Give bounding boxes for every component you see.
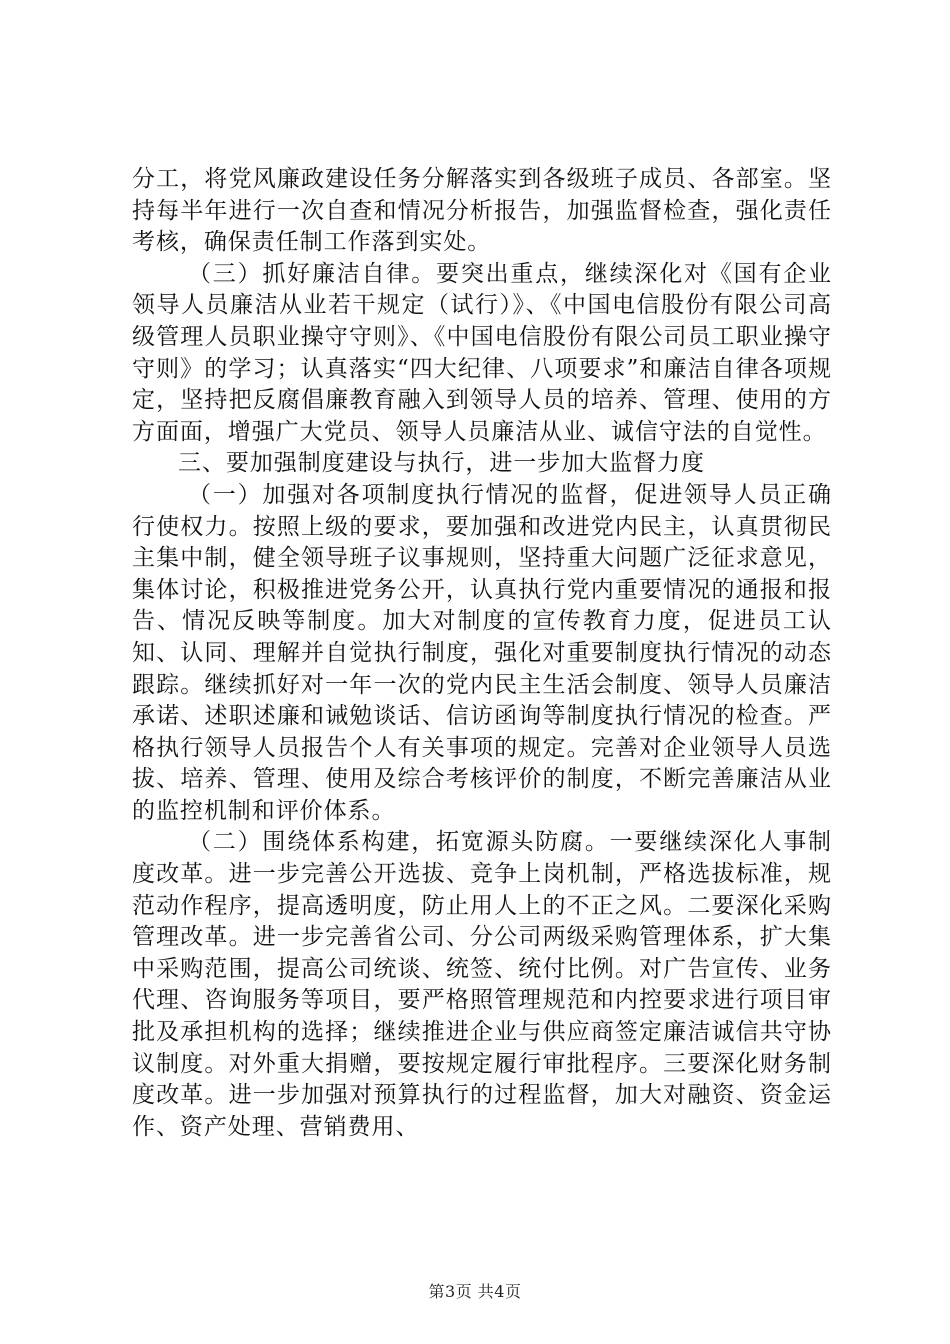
page-footer: 第3页 共4页 <box>428 1282 522 1301</box>
paragraph-responsibility-continued: 分工，将党风廉政建设任务分解落实到各级班子成员、各部室。坚持每半年进行一次自查和情况分析报告，加强监督检查，强化责任考核，确保责任制工作落到实处。 <box>132 166 832 256</box>
paragraph-source-prevention: （二）围绕体系构建，拓宽源头防腐。一要继续深化人事制度改革。进一步完善公开选拔、竞争上岗机制，严格选拔标准，规范动作程序，提高透明度，防止用人上的不正之风。二要深化采购管理改革。进一步完善省公司、分公司两级采购管理体系，扩大集中采购范围，提高公司统谈、统签、统付比例。对广告宣传、业务代理、咨询服务等项目，要严格照管理规范和内控要求进行项目审批及承担机构的选择；继续推进企业与供应商签定廉洁诚信共守协议制度。对外重大捐赠，要按规定履行审批程序。三要深化财务制度改革。进一步加强对预算执行的过程监督，加大对融资、资金运作、资产处理、营销费用、 <box>132 829 832 1140</box>
paragraph-integrity-self-discipline: （三）抓好廉洁自律。要突出重点，继续深化对《国有企业领导人员廉洁从业若干规定（试行）》、《中国电信股份有限公司高级管理人员职业操守守则》、《中国电信股份有限公司员工职业操守守则》的学习；认真落实“四大纪律、八项要求”和廉洁自律各项规定，坚持把反腐倡廉教育融入到领导人员的培养、管理、使用的方方面面，增强广大党员、领导人员廉洁从业、诚信守法的自觉性。 <box>132 260 832 445</box>
document-body <box>132 164 832 1143</box>
section-heading-three: 三、要加强制度建设与执行，进一步加大监督力度 <box>178 450 705 477</box>
paragraph-system-supervision: （一）加强对各项制度执行情况的监督，促进领导人员正确行使权力。按照上级的要求，要加强和改进党内民主，认真贯彻民主集中制，健全领导班子议事规则，坚持重大问题广泛征求意见，集体讨论，积极推进党务公开，认真执行党内重要情况的通报和报告、情况反映等制度。加大对制度的宣传教育力度，促进员工认知、认同、理解并自觉执行制度，强化对重要制度执行情况的动态跟踪。继续抓好对一年一次的党内民主生活会制度、领导人员廉洁承诺、述职述廉和诫勉谈话、信访函询等制度执行情况的检查。严格执行领导人员报告个人有关事项的规定。完善对企业领导人员选拔、培养、管理、使用及综合考核评价的制度，不断完善廉洁从业的监控机制和评价体系。 <box>132 481 832 824</box>
